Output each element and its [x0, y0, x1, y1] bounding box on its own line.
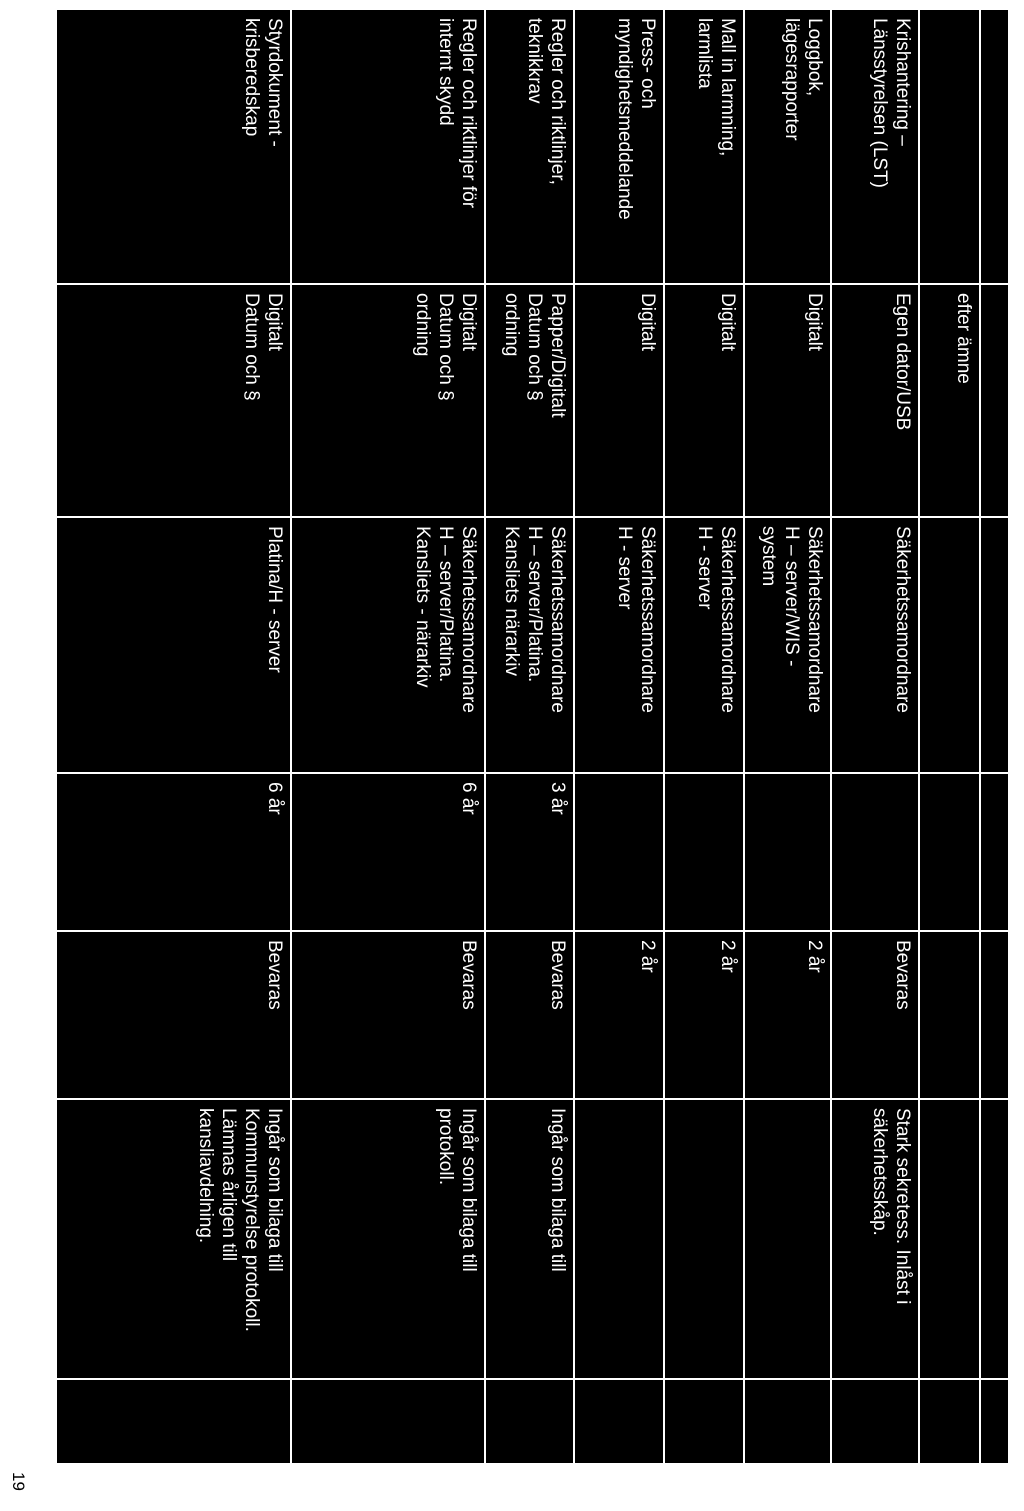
table-cell: Digitalt: [664, 284, 744, 517]
table-cell: Papper/Digitalt Datum och § ordning: [485, 284, 575, 517]
table-cell: [919, 9, 980, 284]
table-row: [831, 9, 919, 1464]
table-row: [980, 9, 1009, 1464]
table-cell: Bevaras: [56, 931, 291, 1099]
table-cell: Regler och riktlinjer, teknikkrav: [485, 9, 575, 284]
table-cell: Digitalt Datum och § ordning: [291, 284, 485, 517]
table-cell: Loggbok, lägesrapporter: [744, 9, 832, 284]
table-cell: [919, 517, 980, 773]
table-cell: [980, 9, 1009, 284]
table-cell: Digitalt: [574, 284, 664, 517]
rotated-landscape-content: [8, 0, 1018, 1491]
table-cell: Stark sekretess. Inlåst i säkerhetsskåp.: [831, 1099, 919, 1379]
table-cell: efter ämne: [919, 284, 980, 517]
table-cell: [831, 773, 919, 931]
records-table: [55, 8, 1010, 1465]
table-cell: Styrdokument - krisberedskap: [56, 9, 291, 284]
table-cell: [485, 1379, 575, 1464]
table-cell: Mall in larmning, larmlista: [664, 9, 744, 284]
table-cell: [919, 773, 980, 931]
table-cell: Ingår som bilaga till: [485, 1099, 575, 1379]
table-cell: [919, 1099, 980, 1379]
table-row: [744, 9, 832, 1464]
table-row: [574, 9, 664, 1464]
table-cell: 3 år: [485, 773, 575, 931]
table-cell: [664, 1379, 744, 1464]
table-cell: [744, 1099, 832, 1379]
table-cell: Säkerhetssamordnare H - server: [574, 517, 664, 773]
table-cell: Bevaras: [485, 931, 575, 1099]
table-cell: Platina/H - server: [56, 517, 291, 773]
table-cell: [574, 1379, 664, 1464]
table-cell: [744, 1379, 832, 1464]
table-cell: Ingår som bilaga till Kommunstyrelse protokoll. Lämnas årligen till kansliavdelning.: [56, 1099, 291, 1379]
table-cell: Säkerhetssamordnare H - server: [664, 517, 744, 773]
table-cell: [664, 1099, 744, 1379]
table-cell: 6 år: [291, 773, 485, 931]
table-cell: [919, 1379, 980, 1464]
table-cell: [831, 1379, 919, 1464]
table-cell: Egen dator/USB: [831, 284, 919, 517]
table-row: [485, 9, 575, 1464]
table-cell: Bevaras: [831, 931, 919, 1099]
table-cell: Digitalt: [744, 284, 832, 517]
table-cell: [980, 1099, 1009, 1379]
table-cell: 2 år: [574, 931, 664, 1099]
table-cell: Säkerhetssamordnare H – server/Platina. Kansliets - närarkiv: [291, 517, 485, 773]
table-cell: Press- och myndighetsmeddelande: [574, 9, 664, 284]
table-row: [291, 9, 485, 1464]
table-cell: [744, 773, 832, 931]
page-number: 19: [9, 1472, 28, 1491]
table-cell: Säkerhetssamordnare H – server/Platina. Kansliets närarkiv: [485, 517, 575, 773]
table-cell: Säkerhetssamordnare: [831, 517, 919, 773]
table-cell: [980, 284, 1009, 517]
table-cell: [664, 773, 744, 931]
table-cell: Regler och riktlinjer för internt skydd: [291, 9, 485, 284]
table-cell: [980, 931, 1009, 1099]
table-cell: 2 år: [664, 931, 744, 1099]
table-cell: [980, 1379, 1009, 1464]
table-cell: 2 år: [744, 931, 832, 1099]
table-cell: Bevaras: [291, 931, 485, 1099]
table-cell: [56, 1379, 291, 1464]
table-cell: Krishantering – Länsstyrelsen (LST): [831, 9, 919, 284]
table-cell: [291, 1379, 485, 1464]
table-cell: Ingår som bilaga till protokoll.: [291, 1099, 485, 1379]
table-cell: [574, 1099, 664, 1379]
table-cell: [919, 931, 980, 1099]
table-row: [56, 9, 291, 1464]
table-cell: Säkerhetssamordnare H – server/WIS - system: [744, 517, 832, 773]
table-cell: [980, 517, 1009, 773]
table-cell: Digitalt Datum och §: [56, 284, 291, 517]
table-row: [664, 9, 744, 1464]
table-cell: [574, 773, 664, 931]
table-cell: [980, 773, 1009, 931]
table-row: [919, 9, 980, 1464]
table-cell: 6 år: [56, 773, 291, 931]
